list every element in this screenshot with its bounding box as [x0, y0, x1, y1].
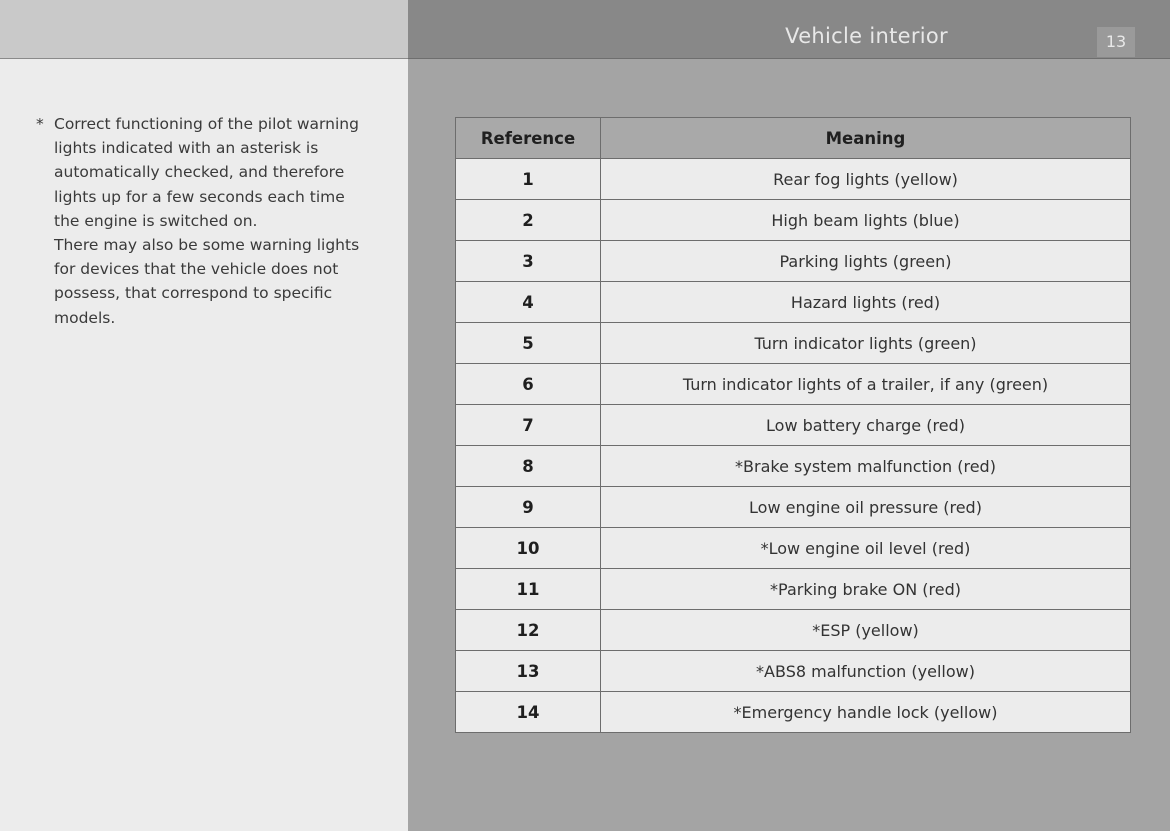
table-header-row [456, 118, 1131, 159]
table-row [456, 282, 1131, 323]
table-body [456, 159, 1131, 733]
reference-cell: 11 [456, 569, 601, 610]
reference-cell: 5 [456, 323, 601, 364]
left-header-band [0, 0, 408, 59]
meaning-cell: Parking lights (green) [601, 241, 1131, 282]
table-row [456, 200, 1131, 241]
reference-cell: 6 [456, 364, 601, 405]
table-row [456, 323, 1131, 364]
meaning-cell: *Emergency handle lock (yellow) [601, 692, 1131, 733]
warning-lights-table [455, 117, 1131, 733]
reference-cell: 9 [456, 487, 601, 528]
meaning-cell: Hazard lights (red) [601, 282, 1131, 323]
note-paragraph-1: Correct functioning of the pilot warning lights indicated with an asterisk is automatically checked, and therefore lights up for a few seconds each time the engine is switched on. [54, 115, 359, 230]
table-row [456, 569, 1131, 610]
meaning-cell: *ESP (yellow) [601, 610, 1131, 651]
table-row [456, 487, 1131, 528]
reference-cell: 2 [456, 200, 601, 241]
table-row [456, 446, 1131, 487]
table-row [456, 651, 1131, 692]
reference-cell: 10 [456, 528, 601, 569]
meaning-cell: *Low engine oil level (red) [601, 528, 1131, 569]
table-row [456, 241, 1131, 282]
meaning-cell: Rear fog lights (yellow) [601, 159, 1131, 200]
meaning-cell: High beam lights (blue) [601, 200, 1131, 241]
reference-cell: 1 [456, 159, 601, 200]
reference-cell: 7 [456, 405, 601, 446]
reference-cell: 14 [456, 692, 601, 733]
section-title: Vehicle interior [785, 24, 948, 48]
right-header-band [408, 0, 1170, 59]
meaning-cell: Low engine oil pressure (red) [601, 487, 1131, 528]
table-row [456, 692, 1131, 733]
note-paragraph-2: There may also be some warning lights for devices that the vehicle does not possess, that correspond to specific models. [54, 236, 360, 327]
meaning-cell: Turn indicator lights of a trailer, if any (green) [601, 364, 1131, 405]
reference-cell: 4 [456, 282, 601, 323]
meaning-cell: Turn indicator lights (green) [601, 323, 1131, 364]
asterisk-note [36, 112, 374, 330]
meaning-cell: *ABS8 malfunction (yellow) [601, 651, 1131, 692]
meaning-cell: Low battery charge (red) [601, 405, 1131, 446]
header-meaning: Meaning [601, 118, 1131, 159]
reference-cell: 8 [456, 446, 601, 487]
reference-cell: 3 [456, 241, 601, 282]
reference-cell: 12 [456, 610, 601, 651]
table-row [456, 528, 1131, 569]
table-row [456, 364, 1131, 405]
table-row [456, 159, 1131, 200]
meaning-cell: *Brake system malfunction (red) [601, 446, 1131, 487]
header-reference: Reference [456, 118, 601, 159]
table-row [456, 405, 1131, 446]
note-asterisk: * [36, 115, 44, 133]
reference-cell: 13 [456, 651, 601, 692]
table-row [456, 610, 1131, 651]
page-number: 13 [1097, 27, 1135, 57]
meaning-cell: *Parking brake ON (red) [601, 569, 1131, 610]
left-page [0, 0, 408, 831]
